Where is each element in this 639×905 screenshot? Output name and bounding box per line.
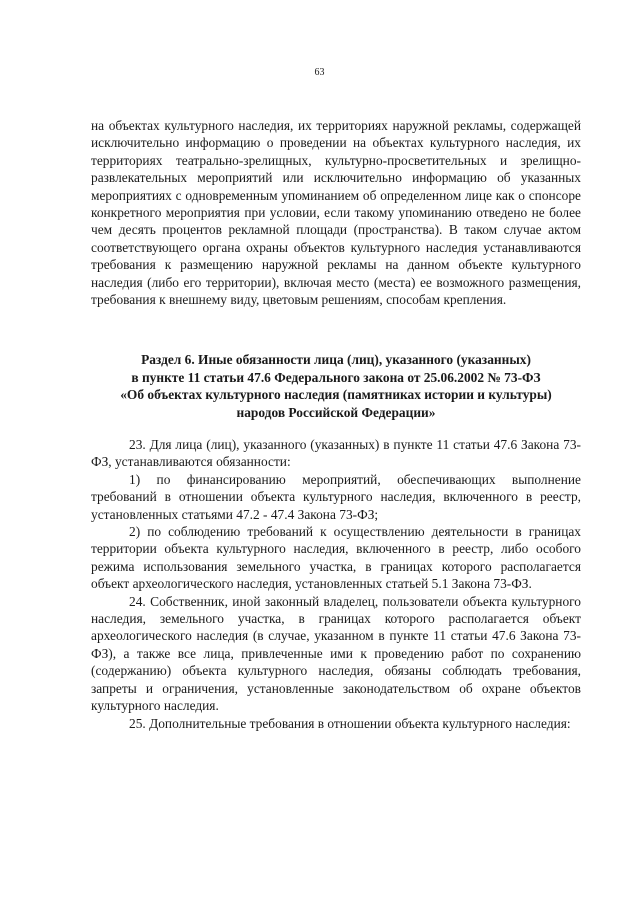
section-heading-line-4: народов Российской Федерации» [236, 404, 436, 420]
section-heading-line-3: «Об объектах культурного наследия (памятниках истории и культуры) [120, 387, 552, 403]
paragraph-23-item-1: 1) по финансированию мероприятий, обеспечивающих выполнение требований в отношении объекта культурного наследия, включенного в реестр, установленных статьями 47.2 - 47.4 Закона 73-ФЗ; [91, 471, 581, 522]
section-heading-line-2: в пункте 11 статьи 47.6 Федерального закона от 25.06.2002 № 73-ФЗ [131, 369, 541, 385]
paragraph-23: 23. Для лица (лиц), указанного (указанных) в пункте 11 статьи 47.6 Закона 73-ФЗ, устанавливаются обязанности: [91, 437, 581, 470]
section-body [91, 436, 581, 732]
page-number: 63 [314, 67, 325, 78]
section-heading-line-1: Раздел 6. Иные обязанности лица (лиц), указанного (указанных) [141, 352, 531, 367]
intro-paragraph: на объектах культурного наследия, их территориях наружной рекламы, содержащей исключительно информацию о проведении на объектах культурного наследия, их территориях театрально-зрелищных, культурно-просветительных и зрелищно-развлекательных мероприятий или исключительно информацию об указанных мероприятиях с одновременным упоминанием об определенном лице как о спонсоре конкретного мероприятия при условии, если такому упоминанию отведено не более чем десять процентов рекламной площади (пространства). В таком случае актом соответствующего органа охраны объектов культурного наследия устанавливаются требования к размещению наружной рекламы на данном объекте культурного наследия (либо его территории), включая место (места) ее возможного размещения, требования к внешнему виду, цветовым решениям, способам крепления. [91, 118, 581, 308]
paragraph-23-item-2: 2) по соблюдению требований к осуществлению деятельности в границах территории объекта культурного наследия, включенного в реестр, либо особого режима использования земельного участка, в границах которого располагается объект археологического наследия, установленных статьей 5.1 Закона 73-ФЗ. [91, 524, 581, 592]
intro-paragraph-block [91, 117, 581, 308]
section-heading [91, 351, 581, 421]
paragraph-25: 25. Дополнительные требования в отношении объекта культурного наследия: [129, 715, 571, 731]
paragraph-24: 24. Собственник, иной законный владелец, пользователи объекта культурного наследия, земельного участка, в границах которого располагается объект археологического наследия (в случае, указанном в пункте 11 статьи 47.6 Закона 73-ФЗ), а также все лица, привлеченные ими к проведению работ по сохранению (содержанию) объекта культурного наследия, обязаны соблюдать требования, запреты и ограничения, установленные законодательством об охране объектов культурного наследия. [91, 593, 581, 714]
